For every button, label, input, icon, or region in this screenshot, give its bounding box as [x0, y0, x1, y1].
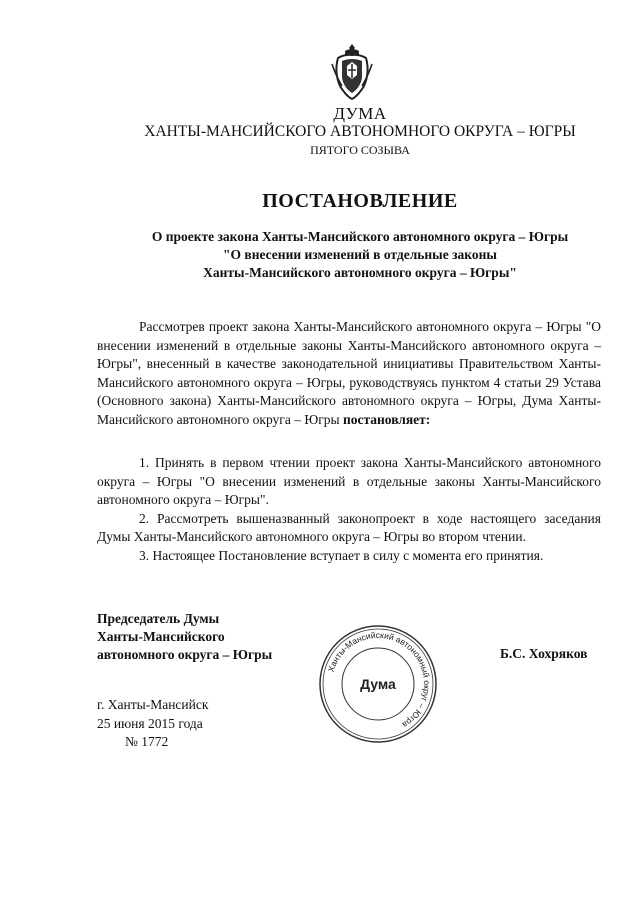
intro-paragraph [97, 318, 601, 429]
signatory-title-line: Председатель Думы [97, 611, 220, 626]
resolution-items [97, 454, 601, 565]
document-number: № 1772 [125, 734, 169, 749]
place-and-date [97, 696, 208, 752]
place: г. Ханты-Мансийск [97, 697, 209, 712]
coat-of-arms-icon [330, 42, 374, 102]
signatory-title-line: Ханты-Мансийского [97, 629, 225, 644]
subject-line: Ханты-Мансийского автономного округа – Югры" [203, 265, 517, 280]
seal-stamp [316, 622, 440, 746]
resolution-item: 1. Принять в первом чтении проект закона Ханты-Мансийского автономного округа – Югры "О внесении изменений в отдельные законы Ханты-Мансийского автономного округа – Югры". [97, 455, 601, 507]
date: 25 июня 2015 года [97, 715, 203, 731]
subject-line: "О внесении изменений в отдельные законы [223, 247, 497, 262]
document-subject [80, 228, 640, 282]
signatory-title-line: автономного округа – Югры [97, 647, 273, 662]
resolution-item: 3. Настоящее Постановление вступает в силу с момента его принятия. [139, 547, 544, 563]
resolution-item: 2. Рассмотреть вышеназванный законопроект в ходе настоящего заседания Думы Ханты-Мансийского автономного округа – Югры во втором чтении. [97, 510, 601, 544]
seal-center-text: Дума [360, 676, 396, 692]
signatory-name: Б.С. Хохряков [500, 646, 588, 661]
convocation: ПЯТОГО СОЗЫВА [310, 143, 410, 157]
region-name: ХАНТЫ-МАНСИЙСКОГО АВТОНОМНОГО ОКРУГА – ЮГРЫ [144, 123, 576, 140]
signatory-title [97, 610, 272, 664]
document-type: ПОСТАНОВЛЕНИЕ [262, 190, 458, 212]
resolves-word: постановляет: [342, 411, 431, 427]
institution-name: ДУМА [333, 104, 387, 123]
subject-line: О проекте закона Ханты-Мансийского автономного округа – Югры [151, 229, 569, 244]
intro-text: Рассмотрев проект закона Ханты-Мансийского автономного округа – Югры "О внесении изменений в отдельные законы Ханты-Мансийского автономного округа – Югры", внесенный в качестве законодательной инициативы Правительством Ханты-Мансийского автономного округа – Югры, руководствуясь пунктом 4 статьи 29 Устава (Основного закона) Ханты-Мансийского автономного округа – Югры, Дума Ханты-Мансийского автономного округа – Югры [97, 319, 601, 427]
seal-ring-text: Ханты-Мансийский автономный округ – Югра [325, 629, 433, 731]
